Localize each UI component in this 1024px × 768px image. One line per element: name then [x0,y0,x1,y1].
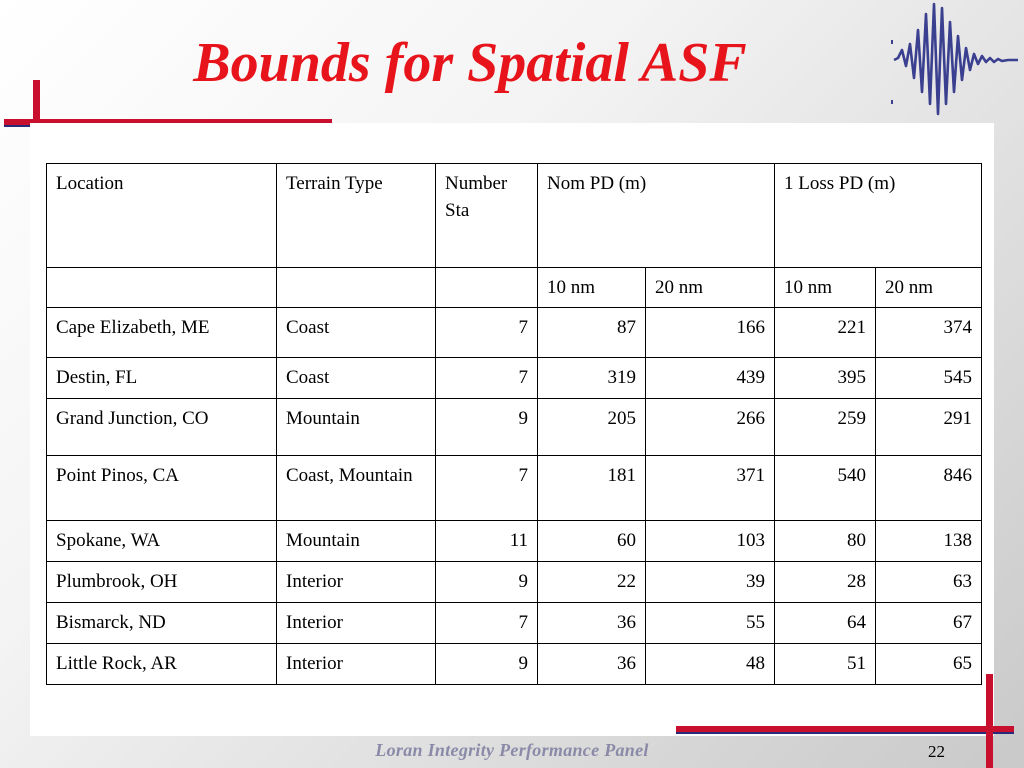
cell-location: Destin, FL [47,358,277,399]
table-row [47,456,982,521]
cell-location: Bismarck, ND [47,603,277,644]
cell-nom-20nm: 103 [646,521,775,562]
cell-nom-20nm: 55 [646,603,775,644]
cell-terrain: Coast [277,308,436,358]
cell-location: Spokane, WA [47,521,277,562]
table-row [47,644,982,685]
cell-number-sta: 9 [436,399,538,456]
cell-nom-20nm: 371 [646,456,775,521]
cell-terrain: Interior [277,562,436,603]
cell-nom-10nm: 36 [538,603,646,644]
cell-nom-10nm: 319 [538,358,646,399]
cell-nom-10nm: 205 [538,399,646,456]
table-row [47,603,982,644]
cell-location: Little Rock, AR [47,644,277,685]
cell-loss-10nm: 80 [775,521,876,562]
cell-nom-10nm: 22 [538,562,646,603]
table-row [47,521,982,562]
cell-nom-20nm: 48 [646,644,775,685]
cell-terrain: Interior [277,644,436,685]
cell-loss-10nm: 51 [775,644,876,685]
table-header-row [47,164,982,268]
cell-number-sta: 9 [436,562,538,603]
cell-loss-10nm: 64 [775,603,876,644]
cell-terrain: Interior [277,603,436,644]
cell-number-sta: 11 [436,521,538,562]
cell-terrain: Coast, Mountain [277,456,436,521]
cell-nom-20nm: 39 [646,562,775,603]
cell-location: Cape Elizabeth, ME [47,308,277,358]
cross-bar-horizontal [676,726,1014,732]
cell-number-sta: 7 [436,358,538,399]
subheader-cell [47,268,277,308]
cell-loss-20nm: 67 [876,603,982,644]
spatial-asf-table [46,163,982,685]
subheader-loss-20nm: 20 nm [876,268,982,308]
cell-nom-10nm: 181 [538,456,646,521]
table-row [47,562,982,603]
subheader-nom-20nm: 20 nm [646,268,775,308]
cell-loss-10nm: 259 [775,399,876,456]
cross-bar-shadow [676,732,1014,734]
cell-loss-20nm: 374 [876,308,982,358]
page-number: 22 [928,742,945,761]
slide-title: Bounds for Spatial ASF [193,32,747,94]
cell-nom-10nm: 36 [538,644,646,685]
table-row [47,308,982,358]
cell-loss-20nm: 545 [876,358,982,399]
header-terrain-type: Terrain Type [277,164,436,268]
header-1-loss-pd: 1 Loss PD (m) [775,164,982,268]
cell-terrain: Coast [277,358,436,399]
cell-loss-10nm: 221 [775,308,876,358]
cell-loss-10nm: 395 [775,358,876,399]
cell-loss-20nm: 65 [876,644,982,685]
cell-number-sta: 7 [436,456,538,521]
table-subheader-row [47,268,982,308]
cell-nom-10nm: 87 [538,308,646,358]
cell-loss-20nm: 63 [876,562,982,603]
cell-loss-10nm: 28 [775,562,876,603]
cell-nom-20nm: 266 [646,399,775,456]
cell-nom-20nm: 166 [646,308,775,358]
cell-loss-10nm: 540 [775,456,876,521]
cell-location: Plumbrook, OH [47,562,277,603]
header-location: Location [47,164,277,268]
header-nom-pd: Nom PD (m) [538,164,775,268]
table-row [47,358,982,399]
cell-loss-20nm: 291 [876,399,982,456]
cell-number-sta: 9 [436,644,538,685]
slide-footer: Loran Integrity Performance Panel [375,740,649,760]
cell-location: Grand Junction, CO [47,399,277,456]
cell-loss-20nm: 138 [876,521,982,562]
subheader-nom-10nm: 10 nm [538,268,646,308]
cell-number-sta: 7 [436,308,538,358]
subheader-cell [277,268,436,308]
cell-loss-20nm: 846 [876,456,982,521]
cell-terrain: Mountain [277,521,436,562]
cell-location: Point Pinos, CA [47,456,277,521]
subheader-cell [436,268,538,308]
cell-number-sta: 7 [436,603,538,644]
cell-nom-20nm: 439 [646,358,775,399]
cell-nom-10nm: 60 [538,521,646,562]
cell-terrain: Mountain [277,399,436,456]
table-row [47,399,982,456]
subheader-loss-10nm: 10 nm [775,268,876,308]
header-number-sta: Number Sta [436,164,538,268]
